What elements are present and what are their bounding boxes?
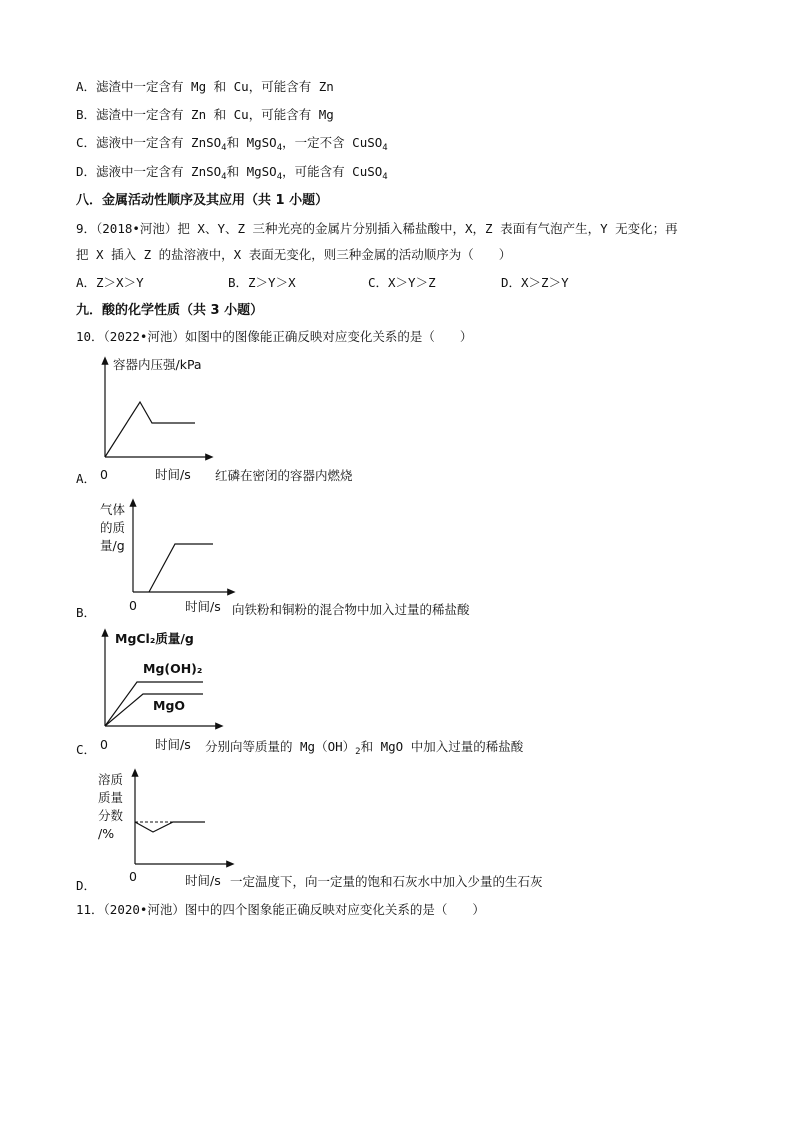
y-axis-label-4: /%	[98, 826, 115, 841]
y-axis-label-3: 分数	[98, 808, 124, 823]
origin-label: 0	[100, 467, 108, 482]
pressure-curve	[105, 402, 195, 457]
q10-graph-c	[95, 626, 225, 756]
y-axis-label-2: 质量	[98, 790, 124, 805]
q11-stem: 11．（2020•河池）图中的四个图象能正确反映对应变化关系的是（ ）	[76, 902, 485, 917]
q10-option-a-caption: 红磷在密闭的容器内燃烧	[215, 468, 353, 483]
y-axis-label-1: 溶质	[98, 772, 124, 787]
q9-option-b: B．Z＞Y＞X	[228, 275, 296, 290]
q10-graph-a	[95, 352, 215, 486]
q10-option-c-caption: 分别向等质量的 $Mg(OH)_2$和 MgO 中加入过量的稀盐酸	[205, 739, 524, 757]
q9-options	[76, 274, 676, 292]
origin-label: 0	[100, 737, 108, 752]
q9-stem-line2: 把 X 插入 Z 的盐溶液中，X 表面无变化，则三种金属的活动顺序为（ ）	[76, 247, 512, 262]
x-axis-label: 时间/s	[185, 873, 221, 888]
y-axis-label: MgCl₂质量/g	[115, 631, 194, 646]
q9-option-a: A．Z＞X＞Y	[76, 275, 144, 290]
q10-option-a-letter: A．	[76, 471, 97, 486]
q9-stem-line1: 9．（2018•河池）把 X、Y、Z 三种光亮的金属片分别插入稀盐酸中，X，Z 表面有气泡产生，Y 无变化；再	[76, 221, 678, 236]
q9-option-d: D．X＞Z＞Y	[501, 275, 569, 290]
q10-option-d-caption: 一定温度下，向一定量的饱和石灰水中加入少量的生石灰	[230, 874, 543, 889]
section-heading-9: 九．酸的化学性质（共 3 小题）	[76, 303, 264, 318]
y-axis-label: 容器内压强/kPa	[113, 357, 202, 372]
y-axis-label-3: 量/g	[100, 538, 125, 553]
q8-option-d: D．滤液中一定含有 ZnSO$_4$和 MgSO$_4$，可能含有 CuSO$_4$	[76, 164, 388, 182]
q10-option-b-letter: B．	[76, 605, 97, 620]
x-axis-label: 时间/s	[155, 737, 191, 752]
q10-stem: 10．（2022•河池）如图中的图像能正确反映对应变化关系的是（ ）	[76, 329, 473, 344]
mass-fraction-curve	[135, 822, 205, 832]
q10-graph-b	[95, 494, 235, 618]
y-axis-label-1: 气体	[100, 502, 126, 517]
q8-option-a: A．滤渣中一定含有 Mg 和 Cu，可能含有 Zn	[76, 79, 334, 94]
series-label-mgo: MgO	[153, 698, 186, 713]
q10-option-d-letter: D．	[76, 878, 97, 893]
x-axis-label: 时间/s	[185, 599, 221, 614]
q8-option-c: C．滤液中一定含有 ZnSO$_4$和 MgSO$_4$，一定不含 CuSO$_4$	[76, 135, 388, 153]
q9-option-c: C．X＞Y＞Z	[368, 275, 436, 290]
q10-option-c-letter: C．	[76, 742, 97, 757]
gas-mass-curve	[149, 544, 213, 592]
y-axis-label-2: 的质	[100, 520, 126, 535]
origin-label: 0	[129, 869, 137, 884]
q10-graph-d	[95, 764, 235, 894]
q8-option-b: B．滤渣中一定含有 Zn 和 Cu，可能含有 Mg	[76, 107, 334, 122]
series-label-mg-oh-2: Mg(OH)₂	[143, 661, 203, 676]
q10-option-b-caption: 向铁粉和铜粉的混合物中加入过量的稀盐酸	[232, 602, 470, 617]
origin-label: 0	[129, 598, 137, 613]
x-axis-label: 时间/s	[155, 467, 191, 482]
section-heading-8: 八．金属活动性顺序及其应用（共 1 小题）	[76, 193, 329, 208]
